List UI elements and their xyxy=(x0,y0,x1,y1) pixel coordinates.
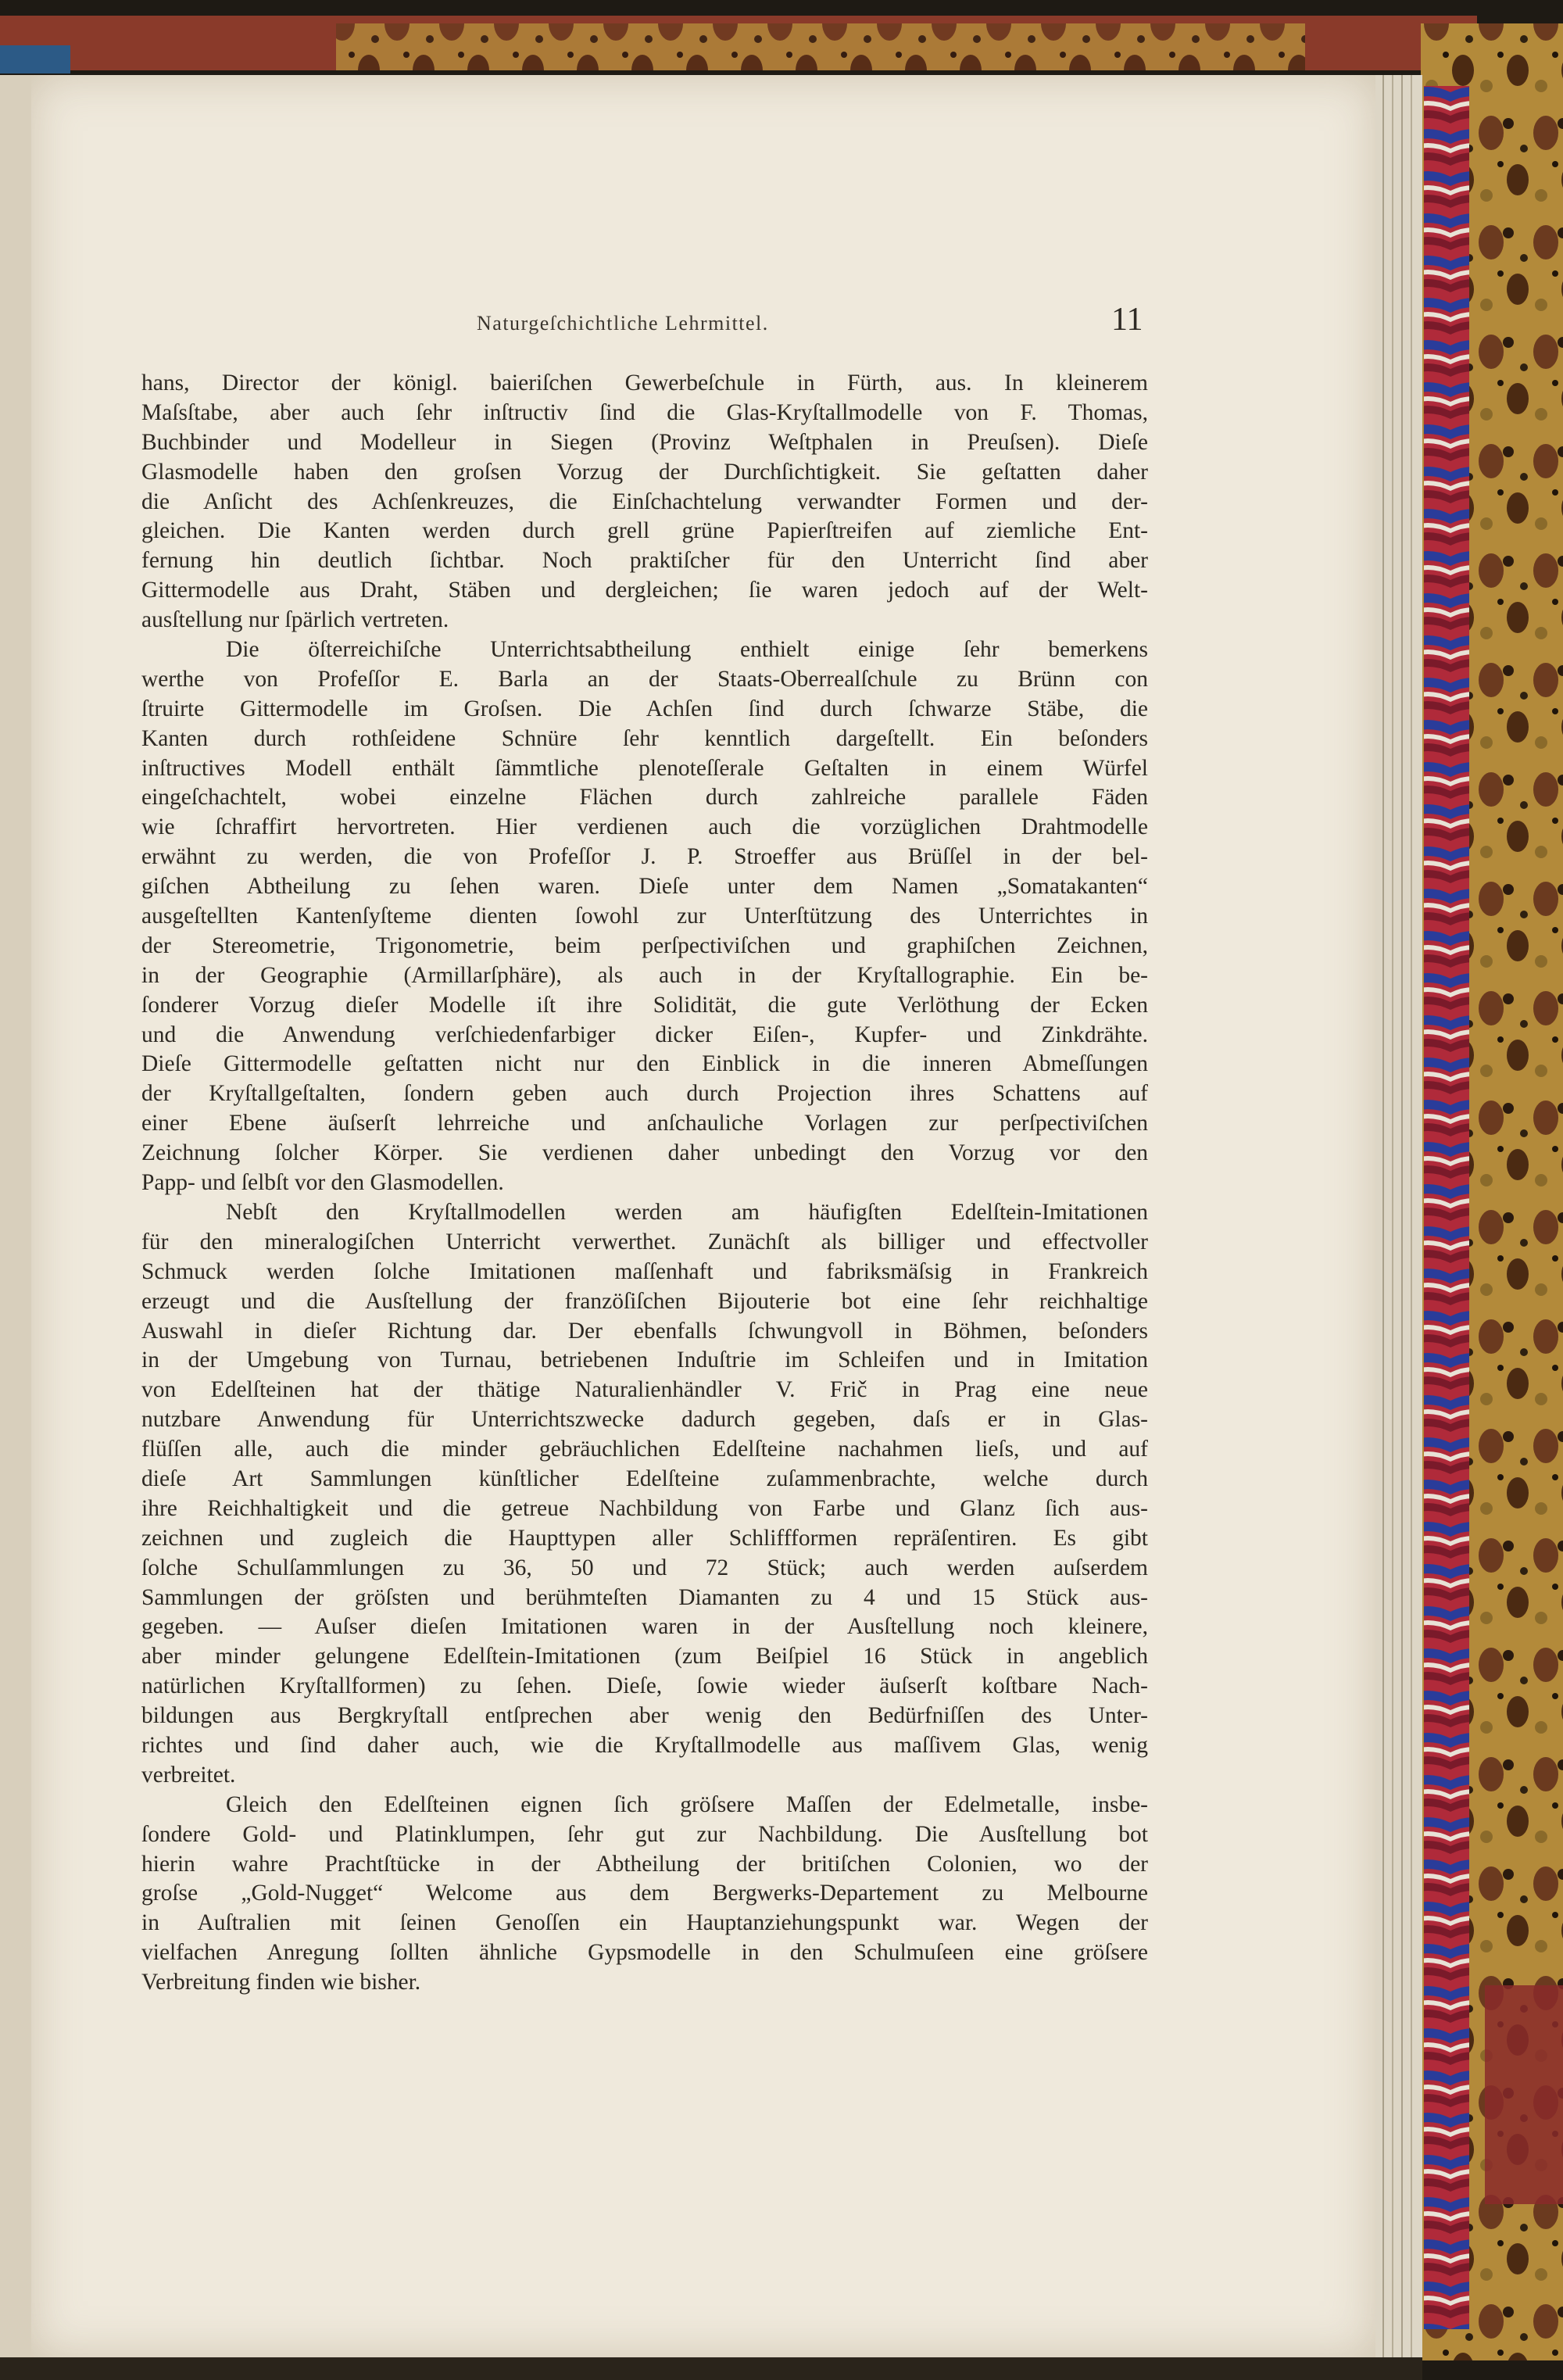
text-line: vielfachen Anregung ſollten ähnliche Gypsmodelle in den Schulmuſeen eine gröſsere xyxy=(141,1940,1148,1966)
text-line: Gittermodelle aus Draht, Stäben und dergleichen; ſie waren jedoch auf der Welt- xyxy=(141,578,1148,603)
text-line: flüſſen alle, auch die minder gebräuchlichen Edelſteine nachahmen lieſs, und auf xyxy=(141,1437,1148,1462)
page-number: 11 xyxy=(1111,302,1143,338)
text-line: richtes und ſind daher auch, wie die Kryſtallmodelle aus maſſivem Glas, wenig xyxy=(141,1732,1148,1758)
text-line: ihre Reichhaltigkeit und die getreue Nachbildung von Farbe und Glanz ſich aus- xyxy=(141,1495,1148,1521)
running-title: Naturgeſchichtliche Lehrmittel. xyxy=(477,312,769,335)
text-line: wie ſchraffirt hervortreten. Hier verdienen auch die vorzüglichen Drahtmodelle xyxy=(141,814,1148,840)
text-line: erwähnt zu werden, die von Profeſſor J. P. Stroeffer aus Brüſſel in der bel- xyxy=(141,844,1148,870)
text-line: hierin wahre Prachtſtücke in der Abtheilung der britiſchen Colonien, wo der xyxy=(141,1851,1148,1877)
text-line: natürlichen Kryſtallformen) zu ſehen. Dieſe, ſowie wieder äuſserſt koſtbare Nach- xyxy=(141,1673,1148,1699)
text-line: dieſe Art Sammlungen künſtlicher Edelſteine zuſammenbrachte, welche durch xyxy=(141,1466,1148,1491)
text-line: ausſtellung nur ſpärlich vertreten. xyxy=(141,607,449,633)
text-line: erzeugt und die Ausſtellung der franzöſiſchen Bijouterie bot eine ſehr reichhaltige xyxy=(141,1288,1148,1314)
text-line: Dieſe Gittermodelle geſtatten nicht nur den Einblick in die inneren Abmeſſungen xyxy=(141,1051,1148,1077)
text-line: gleichen. Die Kanten werden durch grell grüne Papierſtreifen auf ziemliche Ent- xyxy=(141,518,1148,544)
text-line: ſolche Schulſammlungen zu 36, 50 und 72 Stück; auch werden auſserdem xyxy=(141,1555,1148,1580)
text-line: inſtructives Modell enthält ſämmtliche plenoteſſerale Geſtalten in einem Würfel xyxy=(141,755,1148,781)
text-line: die Anſicht des Achſenkreuzes, die Einſchachtelung verwandter Formen und der- xyxy=(141,489,1148,514)
text-line: Auswahl in dieſer Richtung dar. Der ebenfalls ſchwungvoll in Böhmen, beſonders xyxy=(141,1318,1148,1344)
text-line: Buchbinder und Modelleur in Siegen (Provinz Weſtphalen in Preuſsen). Dieſe xyxy=(141,429,1148,455)
text-line: groſse „Gold-Nugget“ Welcome aus dem Bergwerks-Departement zu Melbourne xyxy=(141,1881,1148,1906)
text-line: nutzbare Anwendung für Unterrichtszwecke dadurch gegeben, daſs er in Glas- xyxy=(141,1407,1148,1433)
text-line: hans, Director der königl. baieriſchen Gewerbeſchule in Fürth, aus. In kleinerem xyxy=(141,370,1148,395)
text-line: ausgeſtellten Kantenſyſteme dienten ſowohl zur Unterſtützung des Unterrichtes in xyxy=(141,904,1148,929)
text-line: Nebſt den Kryſtallmodellen werden am häufigſten Edelſtein-Imitationen xyxy=(226,1199,1148,1225)
body-text xyxy=(141,369,1148,1998)
text-line: zeichnen und zugleich die Haupttypen aller Schliffformen repräſentiren. Es gibt xyxy=(141,1525,1148,1551)
text-line: bildungen aus Bergkryſtall entſprechen aber wenig den Bedürfniſſen des Unter- xyxy=(141,1703,1148,1729)
text-line: Schmuck werden ſolche Imitationen maſſenhaft und fabriksmäſsig in Frankreich xyxy=(141,1258,1148,1284)
text-line: ſondere Gold- und Platinklumpen, ſehr gut zur Nachbildung. Die Ausſtellung bot xyxy=(141,1821,1148,1847)
text-line: Die öſterreichiſche Unterrichtsabtheilung enthielt einige ſehr bemerkens xyxy=(226,637,1148,663)
text-line: gegeben. — Auſser dieſen Imitationen waren in der Ausſtellung noch kleinere, xyxy=(141,1614,1148,1640)
text-line: Papp- und ſelbſt vor den Glasmodellen. xyxy=(141,1170,504,1196)
text-line: werthe von Profeſſor E. Barla an der Staats-Oberrealſchule zu Brünn con xyxy=(141,666,1148,692)
text-line: Glasmodelle haben den groſsen Vorzug der Durchſichtigkeit. Sie geſtatten daher xyxy=(141,459,1148,485)
text-line: für den mineralogiſchen Unterricht verwerthet. Zunächſt als billiger und effectvoller xyxy=(141,1229,1148,1254)
text-line: Sammlungen der gröſsten und berühmteſten Diamanten zu 4 und 15 Stück aus- xyxy=(141,1584,1148,1610)
text-line: von Edelſteinen hat der thätige Naturalienhändler V. Frič in Prag eine neue xyxy=(141,1377,1148,1403)
text-line: eingeſchachtelt, wobei einzelne Flächen durch zahlreiche parallele Fäden xyxy=(141,785,1148,811)
text-line: in der Geographie (Armillarſphäre), als auch in der Kryſtallographie. Ein be- xyxy=(141,962,1148,988)
text-line: Kanten durch rothſeidene Schnüre ſehr kenntlich dargeſtellt. Ein beſonders xyxy=(141,725,1148,751)
text-line: ſtruirte Gittermodelle im Groſsen. Die Achſen ſind durch ſchwarze Stäbe, die xyxy=(141,696,1148,721)
text-line: in Auſtralien mit ſeinen Genoſſen ein Hauptanziehungspunkt war. Wegen der xyxy=(141,1910,1148,1936)
text-line: in der Umgebung von Turnau, betriebenen Induſtrie im Schleifen und in Imitation xyxy=(141,1347,1148,1373)
text-line: aber minder gelungene Edelſtein-Imitationen (zum Beiſpiel 16 Stück in angeblich xyxy=(141,1644,1148,1670)
text-line: verbreitet. xyxy=(141,1762,236,1788)
text-line: Gleich den Edelſteinen eignen ſich gröſsere Maſſen der Edelmetalle, insbe- xyxy=(226,1791,1148,1817)
text-line: giſchen Abtheilung zu ſehen waren. Dieſe unter dem Namen „Somatakanten“ xyxy=(141,874,1148,900)
text-line: einer Ebene äuſserſt lehrreiche und anſchauliche Vorlagen zur perſpectiviſchen xyxy=(141,1111,1148,1136)
text-line: der Kryſtallgeſtalten, ſondern geben auch durch Projection ihres Schattens auf xyxy=(141,1081,1148,1107)
text-line: Maſsſtabe, aber auch ſehr inſtructiv ſind die Glas-Kryſtallmodelle von F. Thomas, xyxy=(141,399,1148,425)
text-line: fernung hin deutlich ſichtbar. Noch praktiſcher für den Unterricht ſind aber xyxy=(141,548,1148,574)
text-line: der Stereometrie, Trigonometrie, beim perſpectiviſchen und graphiſchen Zeichnen, xyxy=(141,932,1148,958)
text-line: Verbreitung finden wie bisher. xyxy=(141,1970,421,1995)
text-line: Zeichnung ſolcher Körper. Sie verdienen daher unbedingt den Vorzug vor den xyxy=(141,1140,1148,1166)
text-line: ſonderer Vorzug dieſer Modelle iſt ihre Solidität, die gute Verlöthung der Ecken xyxy=(141,992,1148,1018)
text-line: und die Anwendung verſchiedenfarbiger dicker Eiſen-, Kupfer- und Zinkdrähte. xyxy=(141,1022,1148,1047)
